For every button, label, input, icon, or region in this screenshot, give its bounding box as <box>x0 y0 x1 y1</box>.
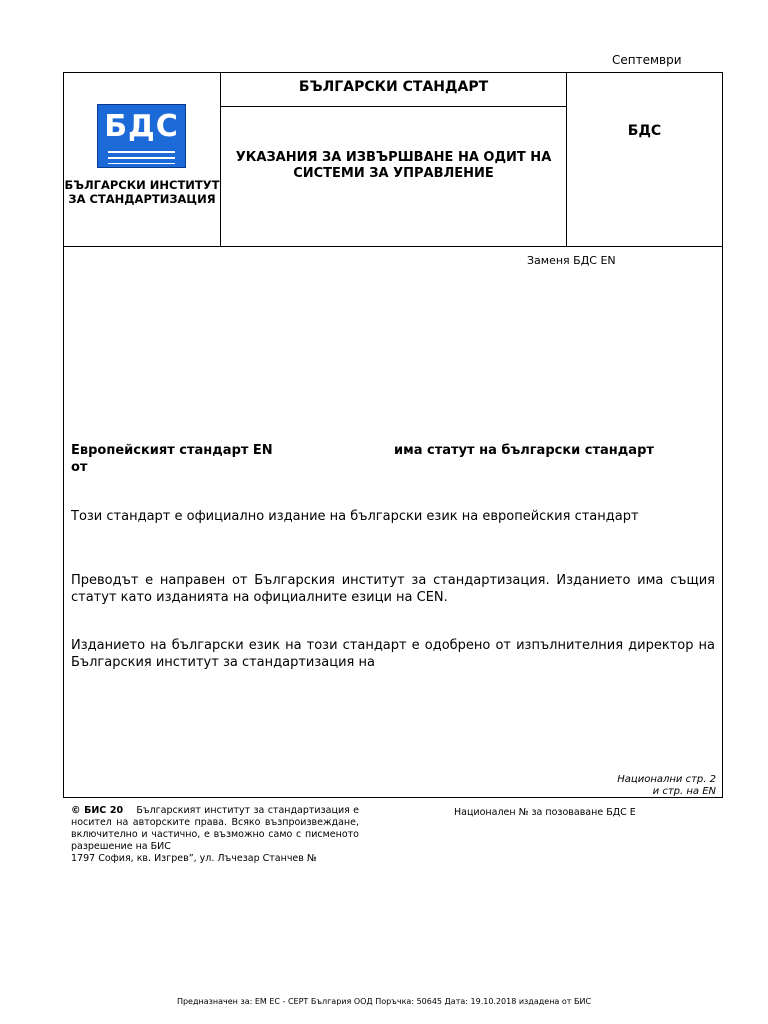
paragraph-approval: Изданието на български език на този стандарт е одобрено от изпълнителния директор на Българския институт за стандартизация на <box>71 638 715 670</box>
paragraph-official-edition: Този стандарт е официално издание на български език на европейския стандарт <box>71 509 639 524</box>
copyright-statement: Българският институт за стандартизация е носител на авторските права. Всяко възпроизвеждане, включително и частично, е възможно само с писменото разрешение на БИС <box>71 805 359 852</box>
copyright-text <box>71 805 359 853</box>
national-pages-line2: и стр. на EN <box>652 786 716 797</box>
copyright-prefix: © БИС 20 <box>71 805 124 816</box>
national-reference-number: Национален № за позоваване БДС Е <box>454 807 636 818</box>
bds-logo-text: БДС <box>104 109 179 144</box>
paragraph-translation: Преводът е направен от Българския институт за стандартизация. Изданието има същия статут като изданията на официалните езици на CEN. <box>71 573 715 605</box>
institute-name <box>64 178 220 206</box>
eu-standard-label: Европейският стандарт EN <box>71 443 273 458</box>
institute-address: 1797 София, кв. Изгрев”, ул. Лъчезар Станчев № <box>71 853 317 864</box>
divider-title-row <box>221 106 566 107</box>
standard-code-label: БДС <box>627 123 662 139</box>
eu-standard-from: от <box>71 460 88 475</box>
institute-name-line1: БЪЛГАРСКИ ИНСТИТУТ <box>64 178 220 192</box>
divider-title <box>566 73 567 246</box>
standard-subject-line2: СИСТЕМИ ЗА УПРАВЛЕНИЕ <box>293 166 494 181</box>
standard-subject-line1: УКАЗАНИЯ ЗА ИЗВЪРШВАНЕ НА ОДИТ НА <box>235 150 552 165</box>
order-footer-note: Предназначен за: ЕМ ЕС - СЕРТ България ООД Поръчка: 50645 Дата: 19.10.2018 издадена от БИС <box>176 997 592 1006</box>
replaces-note: Заменя БДС EN <box>527 254 616 267</box>
logo-stripe-2 <box>108 157 175 159</box>
status-label: има статут на български стандарт <box>394 443 654 458</box>
standard-type-title: БЪЛГАРСКИ СТАНДАРТ <box>298 79 489 95</box>
publication-month: Септември <box>612 53 682 67</box>
divider-header-bottom <box>64 246 722 247</box>
institute-name-line2: ЗА СТАНДАРТИЗАЦИЯ <box>68 192 216 206</box>
logo-stripe-3 <box>108 163 175 164</box>
logo-stripe-1 <box>108 151 175 153</box>
standard-subject <box>221 150 566 182</box>
bds-logo <box>97 104 186 168</box>
national-pages-line1: Национални стр. 2 <box>617 774 716 785</box>
copyright-block <box>71 805 359 865</box>
national-pages-note <box>560 774 716 798</box>
